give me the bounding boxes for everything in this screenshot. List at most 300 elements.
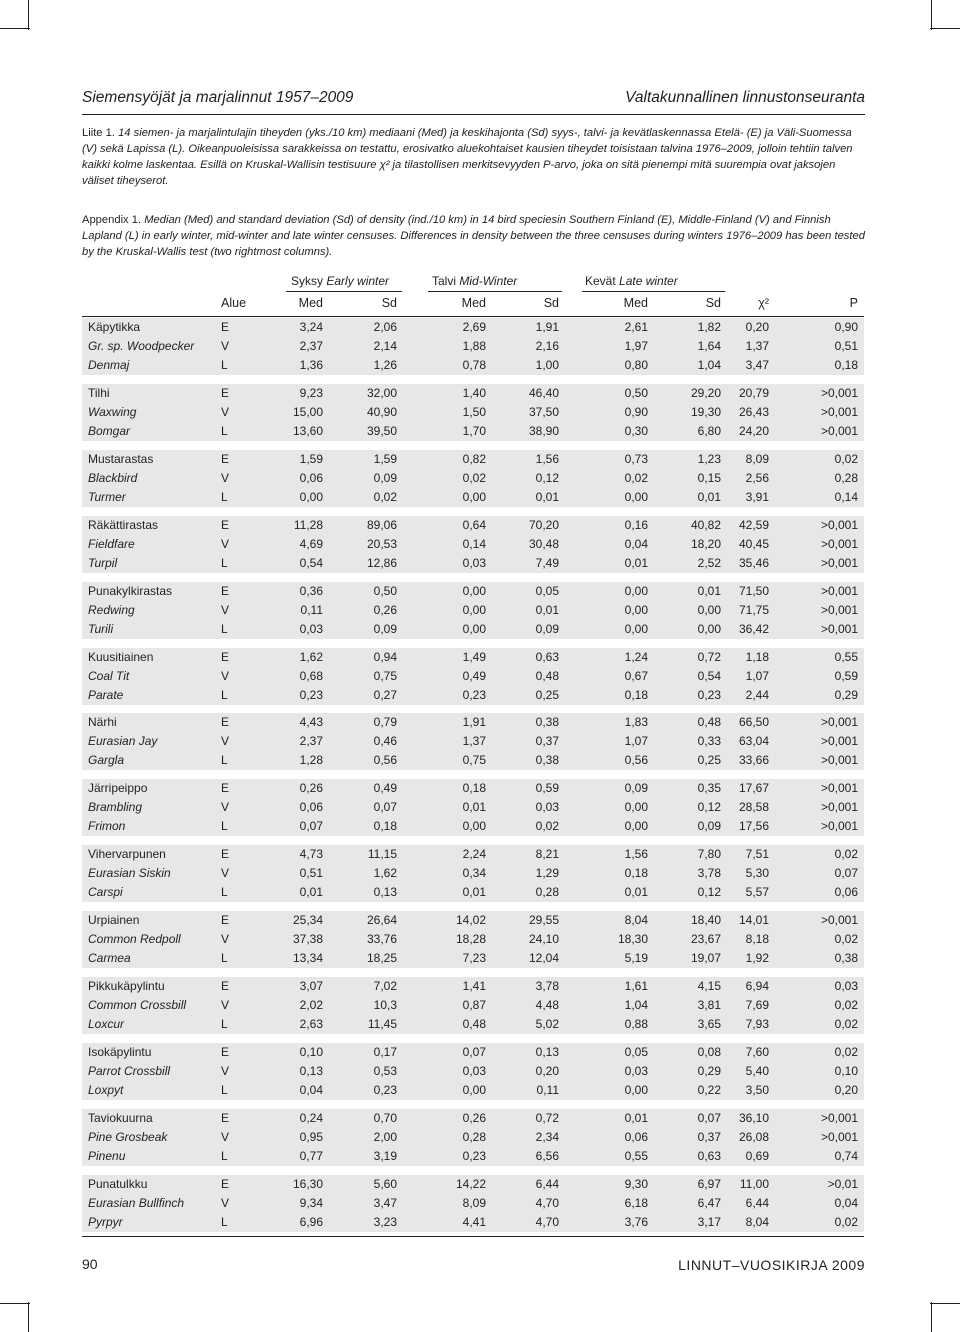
table-cell: 0,04 — [834, 1196, 858, 1210]
crop-mark — [28, 0, 29, 30]
species-name: Tilhi — [88, 386, 110, 400]
column-header-chi-square: χ² — [758, 296, 769, 310]
table-cell: 0,30 — [624, 424, 648, 438]
table-cell: 3,07 — [299, 979, 323, 993]
species-block — [82, 516, 864, 573]
table-row — [82, 779, 864, 798]
table-cell: 1,82 — [697, 320, 721, 334]
region-code: L — [221, 885, 228, 899]
table-cell: 0,00 — [624, 490, 648, 504]
table-cell: 0,01 — [299, 885, 323, 899]
table-cell: 20,53 — [366, 537, 397, 551]
page-number: 90 — [82, 1256, 98, 1272]
table-cell: 0,56 — [373, 753, 397, 767]
table-cell: 18,20 — [690, 537, 721, 551]
table-cell: 3,47 — [745, 358, 769, 372]
table-cell: 6,18 — [624, 1196, 648, 1210]
table-cell: 17,67 — [738, 781, 769, 795]
table-cell: 0,23 — [462, 1149, 486, 1163]
table-cell: 1,62 — [373, 866, 397, 880]
table-cell: 1,40 — [462, 386, 486, 400]
table-cell: 40,90 — [366, 405, 397, 419]
table-cell: 0,69 — [745, 1149, 769, 1163]
table-row — [82, 582, 864, 601]
region-code: E — [221, 847, 230, 861]
table-cell: 0,05 — [624, 1045, 648, 1059]
region-code: E — [221, 913, 230, 927]
table-row — [82, 648, 864, 667]
table-cell: >0,001 — [820, 753, 858, 767]
table-cell: 18,25 — [366, 951, 397, 965]
table-cell: 36,42 — [738, 622, 769, 636]
column-header-sd: Sd — [381, 296, 397, 310]
table-cell: 3,78 — [697, 866, 721, 880]
table-cell: 71,75 — [738, 603, 769, 617]
table-cell: 0,14 — [462, 537, 486, 551]
species-name: Bomgar — [88, 424, 131, 438]
table-cell: 28,58 — [738, 800, 769, 814]
table-cell: 5,02 — [535, 1017, 559, 1031]
table-cell: 3,47 — [373, 1196, 397, 1210]
table-cell: 0,13 — [535, 1045, 559, 1059]
table-cell: >0,001 — [820, 715, 858, 729]
table-cell: 24,20 — [738, 424, 769, 438]
table-cell: 8,18 — [745, 932, 769, 946]
table-cell: >0,001 — [820, 584, 858, 598]
table-cell: 0,26 — [462, 1111, 486, 1125]
table-cell: 0,07 — [834, 866, 858, 880]
table-cell: 1,92 — [745, 951, 769, 965]
table-cell: 0,07 — [299, 819, 323, 833]
table-row — [82, 450, 864, 469]
table-cell: 3,65 — [697, 1017, 721, 1031]
table-cell: 0,20 — [745, 320, 769, 334]
table-cell: 0,48 — [535, 669, 559, 683]
species-name: Common Crossbill — [88, 998, 187, 1012]
table-cell: 24,10 — [528, 932, 559, 946]
table-cell: 7,80 — [697, 847, 721, 861]
table-row — [82, 601, 864, 620]
table-cell: 0,12 — [535, 471, 559, 485]
table-cell: 0,04 — [624, 537, 648, 551]
region-code: L — [221, 951, 228, 965]
table-cell: 0,03 — [834, 979, 858, 993]
table-cell: 7,60 — [745, 1045, 769, 1059]
table-cell: 0,68 — [299, 669, 323, 683]
region-code: L — [221, 1083, 228, 1097]
species-name: Loxpyt — [88, 1083, 124, 1097]
table-cell: 1,04 — [697, 358, 721, 372]
table-row — [82, 554, 864, 573]
table-row — [82, 686, 864, 705]
table-cell: 0,09 — [535, 622, 559, 636]
table-cell: 1,26 — [373, 358, 397, 372]
table-cell: 0,79 — [373, 715, 397, 729]
column-group-early-winter: Syksy Early winter — [291, 274, 390, 288]
table-cell: 0,08 — [697, 1045, 721, 1059]
table-cell: 11,45 — [367, 1017, 397, 1031]
table-cell: 7,23 — [462, 951, 486, 965]
table-row — [82, 864, 864, 883]
table-cell: 0,12 — [697, 885, 721, 899]
table-cell: 0,18 — [373, 819, 397, 833]
table-cell: >0,001 — [820, 734, 858, 748]
region-code: V — [221, 932, 230, 946]
table-cell: 0,51 — [299, 866, 323, 880]
table-cell: >0,001 — [820, 781, 858, 795]
table-cell: 3,78 — [535, 979, 559, 993]
table-cell: 19,30 — [690, 405, 721, 419]
species-name: Eurasian Jay — [88, 734, 158, 748]
region-code: E — [221, 386, 230, 400]
table-cell: 5,19 — [624, 951, 648, 965]
table-cell: 2,69 — [462, 320, 486, 334]
table-cell: 0,82 — [462, 452, 486, 466]
table-cell: 0,37 — [535, 734, 559, 748]
table-cell: 0,80 — [624, 358, 648, 372]
table-cell: 9,23 — [299, 386, 323, 400]
region-code: V — [221, 669, 230, 683]
table-cell: 20,79 — [738, 386, 769, 400]
table-cell: 14,02 — [455, 913, 486, 927]
table-cell: 0,33 — [697, 734, 721, 748]
region-code: L — [221, 1215, 228, 1229]
table-row — [82, 516, 864, 535]
table-cell: 0,27 — [373, 688, 397, 702]
table-cell: 0,18 — [834, 358, 858, 372]
region-code: E — [221, 452, 230, 466]
table-cell: 0,88 — [624, 1017, 648, 1031]
table-cell: 3,23 — [373, 1215, 397, 1229]
table-cell: 0,38 — [535, 753, 559, 767]
table-cell: 3,17 — [697, 1215, 721, 1229]
species-name: Urpiainen — [88, 913, 140, 927]
table-cell: 0,00 — [624, 819, 648, 833]
table-cell: 29,20 — [690, 386, 721, 400]
table-row — [82, 403, 864, 422]
table-cell: 2,00 — [373, 1130, 397, 1144]
caption-english-lead: Appendix 1. — [82, 214, 142, 226]
species-name: Eurasian Bullfinch — [88, 1196, 185, 1210]
table-cell: 6,47 — [697, 1196, 721, 1210]
table-cell: 0,02 — [834, 1045, 858, 1059]
table-cell: 0,55 — [834, 650, 858, 664]
table-cell: 8,21 — [535, 847, 559, 861]
table-cell: 0,25 — [535, 688, 559, 702]
table-cell: 18,40 — [690, 913, 721, 927]
table-cell: 18,30 — [617, 932, 648, 946]
table-cell: 0,06 — [299, 471, 323, 485]
table-cell: 26,64 — [366, 913, 397, 927]
table-cell: >0,001 — [820, 1111, 858, 1125]
table-cell: 1,41 — [462, 979, 486, 993]
table-cell: >0,001 — [820, 556, 858, 570]
table-cell: 8,04 — [624, 913, 648, 927]
table-cell: 0,02 — [834, 452, 858, 466]
crop-mark — [931, 1302, 932, 1332]
table-cell: 0,26 — [373, 603, 397, 617]
table-cell: >0,001 — [820, 603, 858, 617]
table-cell: 70,20 — [528, 518, 559, 532]
table-cell: 0,37 — [697, 1130, 721, 1144]
species-name: Gargla — [88, 753, 125, 767]
table-cell: 30,48 — [528, 537, 559, 551]
species-block — [82, 384, 864, 441]
table-cell: 0,59 — [535, 781, 559, 795]
species-block — [82, 845, 864, 902]
table-cell: 0,09 — [697, 819, 721, 833]
species-name: Coal Tit — [88, 669, 130, 683]
table-cell: 0,12 — [697, 800, 721, 814]
species-name: Redwing — [88, 603, 135, 617]
region-code: V — [221, 1064, 230, 1078]
table-cell: 1,28 — [299, 753, 323, 767]
table-cell: 0,00 — [624, 603, 648, 617]
species-block — [82, 977, 864, 1034]
table-cell: 36,10 — [738, 1111, 769, 1125]
table-cell: 1,37 — [462, 734, 486, 748]
table-row — [82, 1081, 864, 1100]
table-cell: 0,01 — [624, 1111, 648, 1125]
table-cell: 1,61 — [624, 979, 648, 993]
table-cell: 0,29 — [834, 688, 858, 702]
table-cell: 1,49 — [462, 650, 486, 664]
table-cell: 0,23 — [462, 688, 486, 702]
table-cell: 0,77 — [299, 1149, 323, 1163]
table-cell: 1,50 — [462, 405, 486, 419]
table-cell: >0,001 — [820, 518, 858, 532]
table-cell: 0,59 — [834, 669, 858, 683]
table-cell: 46,40 — [528, 386, 559, 400]
table-row — [82, 883, 864, 902]
table-cell: 7,49 — [535, 556, 559, 570]
species-block — [82, 713, 864, 770]
table-cell: 0,64 — [462, 518, 486, 532]
table-row — [82, 798, 864, 817]
table-cell: 0,50 — [624, 386, 648, 400]
table-cell: 1,64 — [697, 339, 721, 353]
table-cell: 66,50 — [738, 715, 769, 729]
table-cell: 0,72 — [697, 650, 721, 664]
table-cell: 25,34 — [292, 913, 323, 927]
table-cell: 2,06 — [373, 320, 397, 334]
table-row — [82, 620, 864, 639]
table-cell: 0,67 — [624, 669, 648, 683]
table-cell: 1,56 — [624, 847, 648, 861]
table-cell: 0,04 — [299, 1083, 323, 1097]
region-code: L — [221, 622, 228, 636]
table-cell: 14,01 — [738, 913, 769, 927]
region-code: E — [221, 518, 230, 532]
table-cell: 0,01 — [535, 490, 559, 504]
table-cell: 1,88 — [462, 339, 486, 353]
table-cell: 4,15 — [697, 979, 721, 993]
table-cell: 0,28 — [462, 1130, 486, 1144]
table-row — [82, 1043, 864, 1062]
table-cell: >0,001 — [820, 1130, 858, 1144]
crop-mark — [0, 1303, 30, 1304]
table-cell: 4,69 — [299, 537, 323, 551]
table-cell: >0,001 — [820, 800, 858, 814]
table-row — [82, 1128, 864, 1147]
table-cell: 1,91 — [535, 320, 559, 334]
region-code: E — [221, 979, 230, 993]
crop-mark — [931, 0, 932, 30]
table-cell: 33,66 — [738, 753, 769, 767]
table-row — [82, 949, 864, 968]
table-cell: 0,48 — [462, 1017, 486, 1031]
table-cell: 2,24 — [462, 847, 486, 861]
table-row — [82, 384, 864, 403]
region-code: L — [221, 490, 228, 504]
table-cell: 0,02 — [834, 932, 858, 946]
species-name: Denmaj — [88, 358, 130, 372]
table-cell: 0,06 — [299, 800, 323, 814]
table-bottom-rule — [82, 1236, 864, 1237]
publication-name: LINNUT–VUOSIKIRJA 2009 — [678, 1257, 865, 1273]
region-code: E — [221, 715, 230, 729]
table-row — [82, 1015, 864, 1034]
table-cell: 0,46 — [373, 734, 397, 748]
species-name: Pinenu — [88, 1149, 126, 1163]
table-cell: 0,00 — [624, 800, 648, 814]
table-cell: 40,45 — [738, 537, 769, 551]
species-block — [82, 1043, 864, 1100]
species-name: Carspi — [88, 885, 123, 899]
region-code: L — [221, 424, 228, 438]
table-cell: 14,22 — [455, 1177, 486, 1191]
table-cell: 0,07 — [697, 1111, 721, 1125]
species-name: Parate — [88, 688, 124, 702]
table-cell: 0,03 — [535, 800, 559, 814]
table-cell: 0,02 — [834, 1215, 858, 1229]
table-cell: 9,34 — [299, 1196, 323, 1210]
region-code: V — [221, 1130, 230, 1144]
table-cell: 1,56 — [535, 452, 559, 466]
table-cell: 12,86 — [366, 556, 397, 570]
table-cell: 1,24 — [624, 650, 648, 664]
table-cell: >0,001 — [820, 386, 858, 400]
running-header-series: Valtakunnallinen linnustonseuranta — [625, 89, 865, 106]
table-cell: 0,75 — [373, 669, 397, 683]
table-cell: 42,59 — [738, 518, 769, 532]
table-row — [82, 535, 864, 554]
region-code: V — [221, 866, 230, 880]
table-cell: 23,67 — [690, 932, 721, 946]
region-code: E — [221, 781, 230, 795]
table-cell: 1,91 — [462, 715, 486, 729]
table-cell: 0,70 — [373, 1111, 397, 1125]
table-cell: 0,07 — [373, 800, 397, 814]
table-cell: 0,63 — [697, 1149, 721, 1163]
table-cell: 0,03 — [462, 1064, 486, 1078]
region-code: E — [221, 1111, 230, 1125]
region-code: E — [221, 320, 230, 334]
table-cell: 9,30 — [624, 1177, 648, 1191]
table-cell: 0,38 — [834, 951, 858, 965]
table-cell: 0,51 — [834, 339, 858, 353]
crop-mark — [0, 28, 30, 29]
species-name: Mustarastas — [88, 452, 154, 466]
table-cell: 0,01 — [624, 556, 648, 570]
table-cell: 0,53 — [373, 1064, 397, 1078]
table-row — [82, 911, 864, 930]
table-cell: 0,75 — [462, 753, 486, 767]
species-block — [82, 1175, 864, 1232]
region-code: V — [221, 537, 230, 551]
table-cell: 1,23 — [697, 452, 721, 466]
table-cell: 1,18 — [745, 650, 769, 664]
table-cell: 0,02 — [834, 998, 858, 1012]
table-row — [82, 469, 864, 488]
table-cell: 4,48 — [535, 998, 559, 1012]
species-name: Isokäpylintu — [88, 1045, 152, 1059]
region-code: L — [221, 358, 228, 372]
table-cell: 0,02 — [535, 819, 559, 833]
species-block — [82, 1109, 864, 1166]
species-name: Närhi — [88, 715, 117, 729]
table-cell: 1,07 — [624, 734, 648, 748]
group-rule — [428, 291, 562, 292]
table-cell: 0,28 — [535, 885, 559, 899]
table-cell: 10,3 — [373, 998, 397, 1012]
table-cell: 6,44 — [535, 1177, 559, 1191]
table-cell: 26,43 — [738, 405, 769, 419]
table-cell: 0,78 — [462, 358, 486, 372]
table-cell: 71,50 — [738, 584, 769, 598]
crop-mark — [930, 28, 960, 29]
table-row — [82, 1062, 864, 1081]
table-cell: 35,46 — [738, 556, 769, 570]
table-cell: 0,73 — [624, 452, 648, 466]
species-name: Loxcur — [88, 1017, 125, 1031]
column-header-region: Alue — [221, 296, 247, 310]
table-cell: 6,96 — [299, 1215, 323, 1229]
table-row — [82, 488, 864, 507]
table-cell: 1,37 — [745, 339, 769, 353]
table-cell: 0,03 — [299, 622, 323, 636]
species-name: Parrot Crossbill — [88, 1064, 171, 1078]
table-cell: 2,37 — [299, 339, 323, 353]
species-name: Turili — [88, 622, 114, 636]
table-cell: 5,30 — [745, 866, 769, 880]
column-header-sd: Sd — [543, 296, 559, 310]
table-cell: 5,57 — [745, 885, 769, 899]
region-code: V — [221, 800, 230, 814]
caption-english-text: Median (Med) and standard deviation (Sd) of density (ind./10 km) in 14 bird speciesin Southern Finland (E), Middle-Finland (V) and Finnish Lapland (L) in early winter, mid-winter and late winter censuses. Differences in density between the three censuses during winters 1976–2009 has been tested by the Kruskal-Wallis test (two rightmost columns). — [82, 214, 865, 258]
table-cell: 6,80 — [697, 424, 721, 438]
region-code: E — [221, 584, 230, 598]
table-cell: 40,82 — [690, 518, 721, 532]
table-cell: 0,49 — [462, 669, 486, 683]
table-cell: 0,01 — [697, 490, 721, 504]
table-cell: 0,01 — [462, 885, 486, 899]
table-cell: 0,56 — [624, 753, 648, 767]
table-cell: 89,06 — [366, 518, 397, 532]
table-cell: 13,34 — [292, 951, 323, 965]
column-group-mid-winter: Talvi Mid-Winter — [432, 274, 518, 288]
species-block — [82, 582, 864, 639]
table-cell: 0,01 — [624, 885, 648, 899]
table-cell: 38,90 — [528, 424, 559, 438]
region-code: V — [221, 603, 230, 617]
table-cell: 1,36 — [299, 358, 323, 372]
table-cell: 1,07 — [745, 669, 769, 683]
table-row — [82, 1147, 864, 1166]
region-code: V — [221, 471, 230, 485]
table-cell: 0,03 — [462, 556, 486, 570]
table-cell: 0,49 — [373, 781, 397, 795]
